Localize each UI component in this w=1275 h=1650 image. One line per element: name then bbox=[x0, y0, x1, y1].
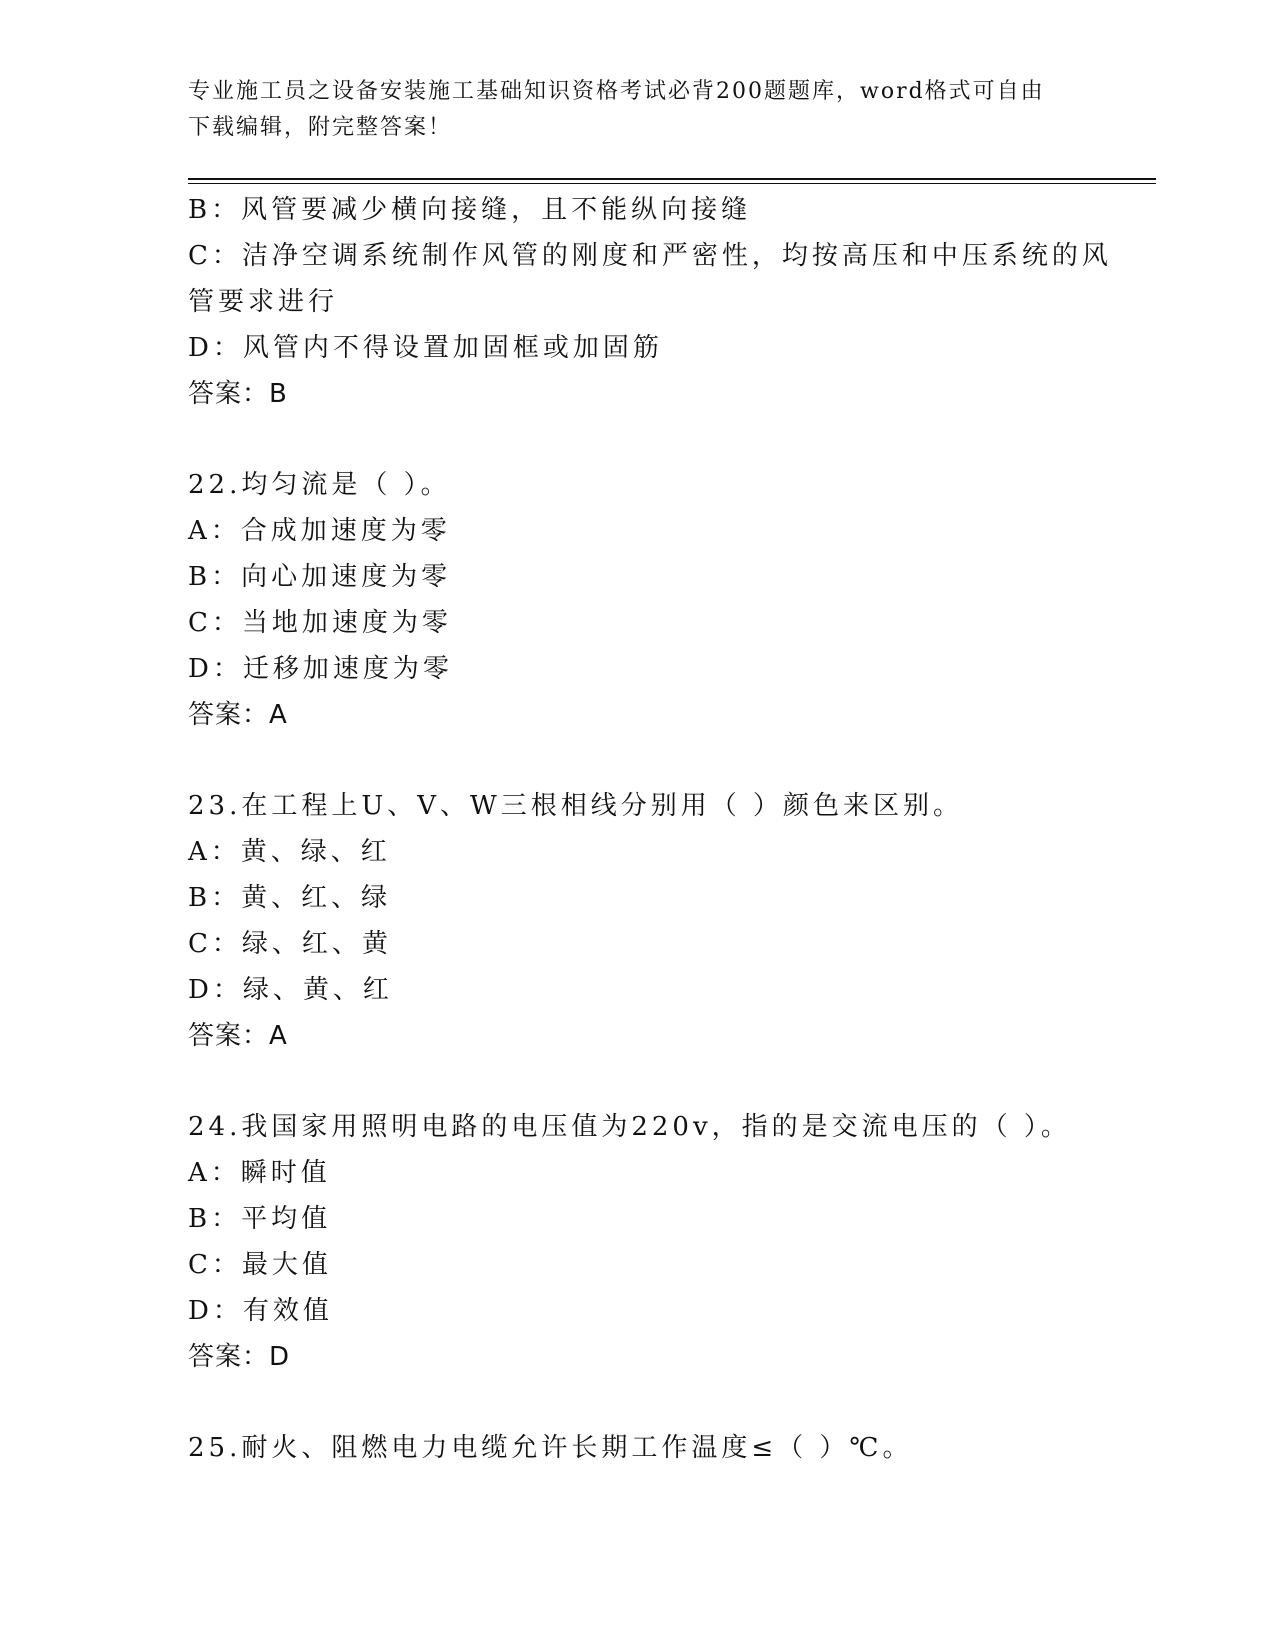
option-a: A：瞬时值 bbox=[188, 1158, 331, 1188]
header-divider-thick bbox=[188, 178, 1156, 180]
header-line-1: 专业施工员之设备安装施工基础知识资格考试必背200题题库，word格式可自由 bbox=[188, 79, 1045, 104]
question-stem: 25.耐火、阻燃电力电缆允许长期工作温度≤（ ）℃。 bbox=[188, 1433, 913, 1463]
question-23 bbox=[188, 783, 1088, 1059]
option-c: C：最大值 bbox=[188, 1250, 332, 1280]
header-divider-thin bbox=[188, 183, 1156, 184]
option-b: B：平均值 bbox=[188, 1204, 332, 1234]
question-stem: 24.我国家用照明电路的电压值为220v，指的是交流电压的（ ）。 bbox=[188, 1112, 1071, 1142]
question-24 bbox=[188, 1104, 1088, 1380]
answer: 答案：A bbox=[188, 1021, 288, 1051]
question-22 bbox=[188, 462, 1088, 738]
question-list bbox=[188, 187, 1112, 1471]
option-a: A：合成加速度为零 bbox=[188, 516, 451, 546]
question-spacer bbox=[188, 417, 1088, 462]
question-spacer bbox=[188, 1380, 1088, 1425]
option-d: D：绿、黄、红 bbox=[188, 975, 393, 1005]
option-d: D：迁移加速度为零 bbox=[188, 654, 453, 684]
answer: 答案：A bbox=[188, 700, 288, 730]
question-spacer bbox=[188, 1059, 1088, 1104]
question-stem: 22.均匀流是（ ）。 bbox=[188, 470, 451, 500]
question-21-continued bbox=[188, 187, 1112, 417]
answer: 答案：B bbox=[188, 379, 288, 409]
question-spacer bbox=[188, 738, 1088, 783]
option-c: C：绿、红、黄 bbox=[188, 929, 392, 959]
option-a: A：黄、绿、红 bbox=[188, 837, 391, 867]
option-b: B：黄、红、绿 bbox=[188, 883, 392, 913]
option-c: C：当地加速度为零 bbox=[188, 608, 452, 638]
page-header bbox=[188, 74, 1078, 146]
option-c-line-1: C：洁净空调系统制作风管的刚度和严密性，均按高压和中压系统的风 bbox=[188, 241, 1112, 271]
option-d: D：有效值 bbox=[188, 1296, 333, 1326]
answer: 答案：D bbox=[188, 1342, 291, 1372]
header-line-2: 下载编辑，附完整答案！ bbox=[188, 115, 453, 140]
option-d: D：风管内不得设置加固框或加固筋 bbox=[188, 333, 663, 363]
question-25 bbox=[188, 1425, 1088, 1471]
question-stem: 23.在工程上U、V、W三根相线分别用（ ）颜色来区别。 bbox=[188, 791, 964, 821]
option-c-line-2: 管要求进行 bbox=[188, 287, 339, 317]
option-b: B：风管要减少横向接缝，且不能纵向接缝 bbox=[188, 195, 752, 225]
option-b: B：向心加速度为零 bbox=[188, 562, 452, 592]
